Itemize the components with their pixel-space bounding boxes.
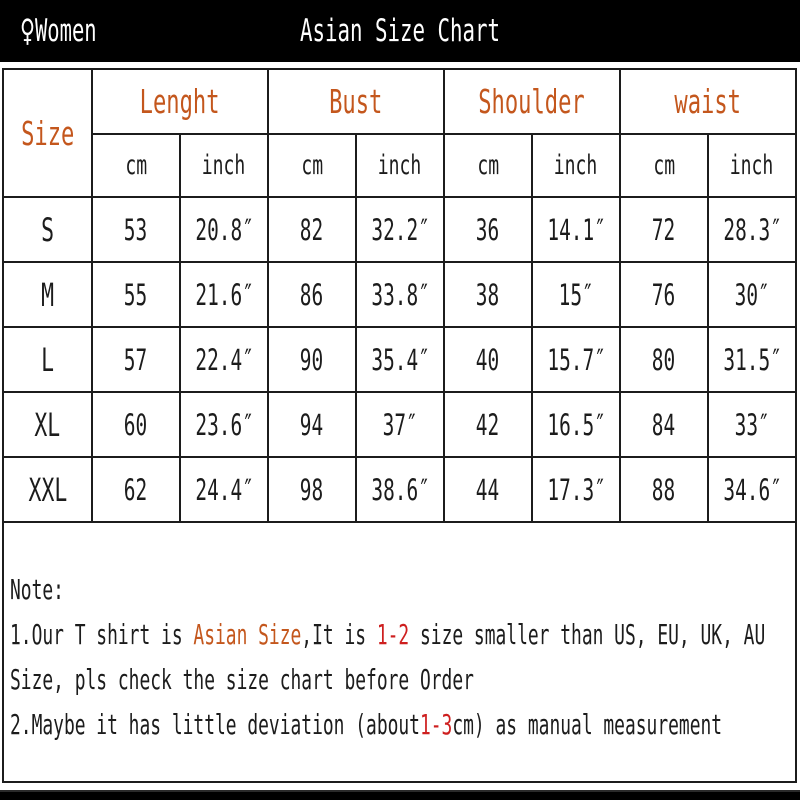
note-text: size smaller than US, EU, UK, AU [409,618,766,651]
size-header-label: Size [20,113,75,153]
cell-value: 14.1″ [547,212,606,247]
value-cell [92,327,180,392]
unit-header-length-cm [92,134,180,197]
size-value: M [40,275,54,314]
group-header-waist [620,69,796,134]
note-text: 1.Our T shirt is [10,618,194,651]
note-heading [10,569,789,614]
value-cell [620,392,708,457]
note-line-2 [10,659,789,704]
note-section [2,523,797,783]
cell-value: 44 [476,472,500,507]
cell-value: 36 [476,212,500,247]
unit-label: cm [476,150,499,181]
note-heading-text: Note: [10,573,64,606]
size-value: S [40,210,54,249]
unit-label: inch [554,150,598,181]
value-cell [444,392,532,457]
group-header-bust-label: Bust [329,82,383,121]
size-value: XXL [28,470,67,509]
cell-value: 42 [476,407,500,442]
cell-value: 35.4″ [371,342,430,377]
group-header-shoulder-label: Shoulder [478,82,586,121]
group-header-length-label: Lenght [139,82,220,121]
cell-value: 40 [476,342,500,377]
unit-header-bust-inch [356,134,444,197]
cell-value: 82 [300,212,324,247]
unit-header-waist-inch [708,134,796,197]
cell-value: 28.3″ [723,212,782,247]
cell-value: 33″ [734,407,770,442]
cell-value: 90 [300,342,324,377]
size-row-xl [3,392,796,457]
value-cell [532,262,620,327]
cell-value: 84 [652,407,676,442]
bottom-bar [0,790,800,800]
size-table [2,68,797,523]
note-highlight-1-2: 1-2 [376,618,410,651]
value-cell [180,262,268,327]
cell-value: 57 [124,342,148,377]
value-cell [620,262,708,327]
value-cell [92,392,180,457]
unit-label: cm [300,150,323,181]
note-text: 2.Maybe it has little deviation (about [10,708,420,741]
value-cell [356,197,444,262]
cell-value: 38 [476,277,500,312]
note-highlight-1-3: 1-3 [419,708,453,741]
value-cell [444,327,532,392]
size-row-m [3,262,796,327]
value-cell [708,262,796,327]
size-cell [3,197,92,262]
group-header-shoulder [444,69,620,134]
value-cell [268,197,356,262]
value-cell [92,457,180,522]
value-cell [268,392,356,457]
size-value: L [40,340,54,379]
unit-label: cm [653,150,675,181]
note-text: cm) as manual measurement [452,708,723,741]
value-cell [620,457,708,522]
group-header-waist-label: waist [674,82,742,121]
note-line-1 [10,614,789,659]
value-cell [356,262,444,327]
unit-header-waist-cm [620,134,708,197]
value-cell [180,327,268,392]
size-header-cell [3,69,92,197]
unit-header-bust-cm [268,134,356,197]
cell-value: 17.3″ [547,472,606,507]
unit-label: inch [378,150,422,181]
unit-label: inch [730,150,774,181]
size-row-xxl [3,457,796,522]
women-label [20,13,97,49]
unit-header-shoulder-inch [532,134,620,197]
value-cell [180,197,268,262]
unit-label: cm [124,150,147,181]
value-cell [620,327,708,392]
size-row-l [3,327,796,392]
size-row-s [3,197,796,262]
cell-value: 33.8″ [371,277,430,312]
female-icon: ♀ [20,13,35,49]
value-cell [532,457,620,522]
cell-value: 55 [124,277,148,312]
cell-value: 60 [124,407,148,442]
note-line-3 [10,704,789,749]
value-cell [92,262,180,327]
cell-value: 88 [652,472,676,507]
value-cell [268,262,356,327]
cell-value: 21.6″ [195,277,254,312]
women-label-text: Women [34,13,97,49]
note-highlight-asian-size: Asian Size [193,618,302,651]
value-cell [356,392,444,457]
unit-header-row [3,134,796,197]
value-cell [708,457,796,522]
cell-value: 24.4″ [195,472,254,507]
cell-value: 98 [300,472,324,507]
size-cell [3,457,92,522]
cell-value: 32.2″ [371,212,430,247]
cell-value: 31.5″ [723,342,782,377]
value-cell [532,197,620,262]
value-cell [620,197,708,262]
cell-value: 76 [652,277,676,312]
cell-value: 34.6″ [723,472,782,507]
size-value: XL [34,405,61,444]
value-cell [180,457,268,522]
value-cell [92,197,180,262]
group-header-bust [268,69,444,134]
value-cell [532,392,620,457]
size-cell [3,392,92,457]
cell-value: 86 [300,277,324,312]
note-line-3-text [10,704,722,745]
unit-header-length-inch [180,134,268,197]
value-cell [444,457,532,522]
size-cell [3,327,92,392]
group-header-row [3,69,796,134]
value-cell [268,327,356,392]
value-cell [356,457,444,522]
size-cell [3,262,92,327]
cell-value: 16.5″ [547,407,606,442]
value-cell [444,262,532,327]
cell-value: 62 [124,472,148,507]
cell-value: 94 [300,407,324,442]
cell-value: 15.7″ [547,342,606,377]
cell-value: 37″ [382,407,418,442]
value-cell [356,327,444,392]
value-cell [180,392,268,457]
cell-value: 80 [652,342,676,377]
note-line-2-text: Size, pls check the size chart before Order [10,663,474,696]
value-cell [444,197,532,262]
note-line-1-text [10,614,765,655]
value-cell [532,327,620,392]
cell-value: 53 [124,212,148,247]
cell-value: 72 [652,212,676,247]
top-bar [0,0,800,62]
value-cell [268,457,356,522]
page-title: Asian Size Chart [299,13,501,49]
cell-value: 23.6″ [195,407,254,442]
note-text: ,It is [301,618,377,651]
cell-value: 38.6″ [371,472,430,507]
group-header-length [92,69,268,134]
cell-value: 20.8″ [195,212,254,247]
value-cell [708,327,796,392]
value-cell [708,392,796,457]
cell-value: 22.4″ [195,342,254,377]
value-cell [708,197,796,262]
cell-value: 30″ [734,277,770,312]
cell-value: 15″ [558,277,594,312]
unit-label: inch [202,150,246,181]
unit-header-shoulder-cm [444,134,532,197]
